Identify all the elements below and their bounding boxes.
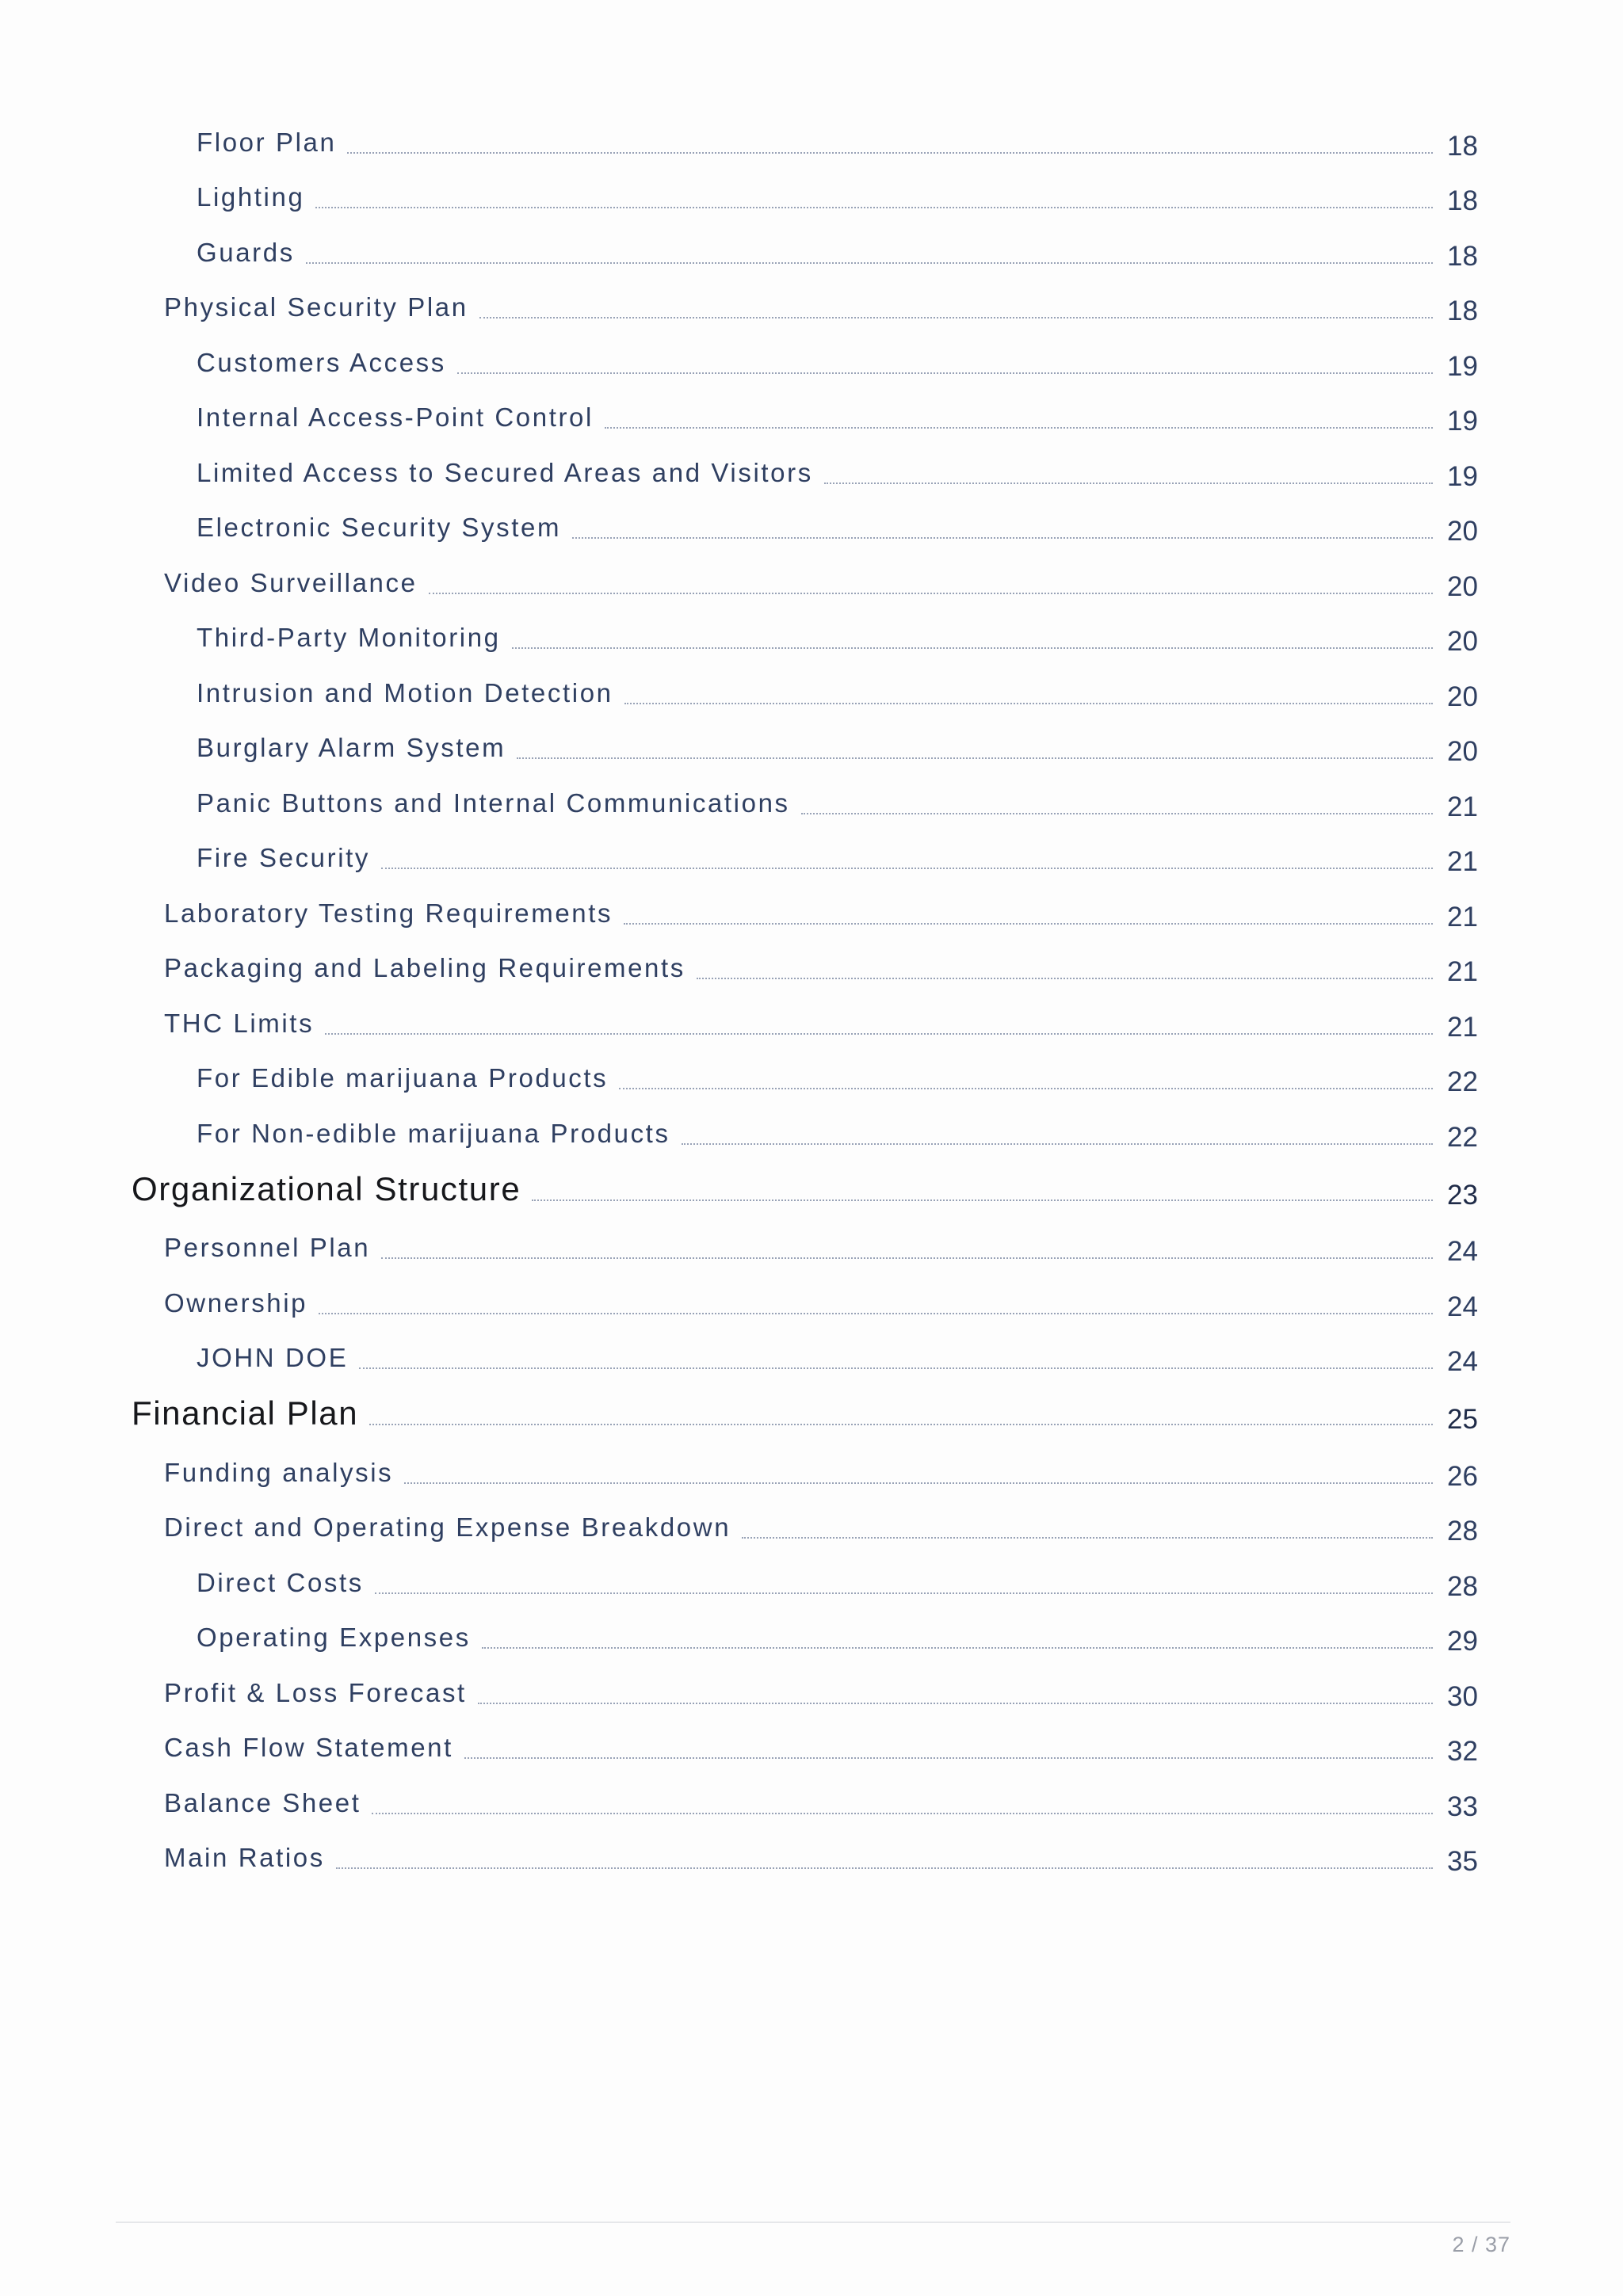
toc-entry[interactable] <box>132 227 1495 283</box>
toc-dot-leader <box>429 593 1433 594</box>
toc-page-number: 19 <box>1447 460 1478 492</box>
toc-entry-title: Laboratory Testing Requirements <box>164 898 613 928</box>
toc-entry[interactable] <box>132 1223 1495 1279</box>
toc-entry-title: Limited Access to Secured Areas and Visitors <box>197 457 813 487</box>
toc-entry-title: Panic Buttons and Internal Communications <box>197 788 790 818</box>
toc-entry-title: Main Ratios <box>164 1843 325 1872</box>
toc-dot-leader <box>404 1482 1433 1484</box>
toc-page-number: 30 <box>1447 1680 1478 1712</box>
toc-dot-leader <box>325 1033 1433 1035</box>
footer-divider <box>116 2222 1510 2223</box>
toc-page-number: 20 <box>1447 626 1478 657</box>
toc-page-number: 28 <box>1447 1570 1478 1602</box>
toc-dot-leader <box>319 1313 1433 1314</box>
toc-dot-leader <box>572 537 1433 539</box>
toc-entry-title: Funding analysis <box>164 1457 394 1487</box>
toc-entry[interactable] <box>132 888 1495 944</box>
toc-page-number: 23 <box>1447 1179 1478 1211</box>
toc-dot-leader <box>306 262 1433 264</box>
toc-entry[interactable] <box>132 1503 1495 1558</box>
toc-page-number: 18 <box>1447 185 1478 216</box>
table-of-contents <box>132 117 1495 1888</box>
toc-entry-title: Electronic Security System <box>197 513 562 542</box>
toc-dot-leader <box>336 1867 1433 1869</box>
toc-entry-title: Customers Access <box>197 347 446 377</box>
toc-page-number: 32 <box>1447 1736 1478 1767</box>
toc-entry-title: Lighting <box>197 182 305 212</box>
toc-entry-title: Personnel Plan <box>164 1233 371 1262</box>
toc-page-number: 28 <box>1447 1516 1478 1547</box>
toc-entry[interactable] <box>132 1833 1495 1889</box>
toc-page-number: 18 <box>1447 130 1478 162</box>
toc-entry[interactable] <box>132 1278 1495 1333</box>
toc-entry-title: THC Limits <box>164 1008 315 1038</box>
toc-entry-title: Burglary Alarm System <box>197 733 506 762</box>
toc-entry[interactable] <box>132 558 1495 613</box>
toc-dot-leader <box>457 372 1433 374</box>
page-counter: 2 / 37 <box>1452 2233 1510 2256</box>
toc-entry-title: Packaging and Labeling Requirements <box>164 953 685 982</box>
toc-entry-title: Video Surveillance <box>164 567 418 597</box>
toc-entry[interactable] <box>132 448 1495 503</box>
toc-entry[interactable] <box>132 283 1495 338</box>
toc-dot-leader <box>478 1703 1433 1704</box>
toc-entry[interactable] <box>132 393 1495 448</box>
toc-page-number: 21 <box>1447 791 1478 822</box>
toc-entry[interactable] <box>132 117 1495 173</box>
toc-entry-title: Ownership <box>164 1287 308 1318</box>
toc-entry[interactable] <box>132 723 1495 779</box>
toc-dot-leader <box>824 482 1433 484</box>
toc-page-number: 24 <box>1447 1236 1478 1267</box>
toc-entry[interactable] <box>132 1558 1495 1613</box>
toc-page-number: 18 <box>1447 296 1478 326</box>
toc-dot-leader <box>624 703 1433 704</box>
toc-entry-title: Internal Access-Point Control <box>197 402 594 432</box>
toc-dot-leader <box>381 868 1433 869</box>
toc-page-number: 20 <box>1447 736 1478 767</box>
toc-entry[interactable] <box>132 338 1495 393</box>
toc-dot-leader <box>479 317 1433 318</box>
toc-entry[interactable] <box>132 173 1495 228</box>
toc-page-number: 18 <box>1447 240 1478 272</box>
toc-page-number: 24 <box>1447 1346 1478 1377</box>
toc-entry-title: Intrusion and Motion Detection <box>197 677 613 707</box>
toc-page-number: 22 <box>1447 1121 1478 1153</box>
toc-page-number: 20 <box>1447 570 1478 602</box>
toc-page-number: 26 <box>1447 1460 1478 1492</box>
toc-page-number: 21 <box>1447 901 1478 933</box>
toc-dot-leader <box>369 1424 1433 1425</box>
toc-entry[interactable] <box>132 613 1495 669</box>
toc-entry-title: For Edible marijuana Products <box>197 1063 609 1093</box>
toc-entry[interactable] <box>132 503 1495 559</box>
toc-dot-leader <box>742 1537 1433 1539</box>
toc-dot-leader <box>517 757 1433 759</box>
toc-entry[interactable] <box>132 778 1495 833</box>
toc-dot-leader <box>359 1367 1433 1369</box>
toc-entry[interactable] <box>132 1108 1495 1164</box>
toc-page-number: 33 <box>1447 1791 1478 1822</box>
toc-dot-leader <box>532 1199 1433 1201</box>
toc-page-number: 22 <box>1447 1066 1478 1097</box>
toc-entry-title: Guards <box>197 237 295 267</box>
toc-entry-title: Floor Plan <box>197 127 337 157</box>
toc-entry[interactable] <box>132 1388 1495 1447</box>
toc-dot-leader <box>619 1088 1433 1089</box>
toc-entry-title: Cash Flow Statement <box>164 1733 453 1762</box>
toc-entry-title: Profit & Loss Forecast <box>164 1677 467 1707</box>
toc-entry[interactable] <box>132 668 1495 723</box>
toc-entry[interactable] <box>132 1333 1495 1389</box>
toc-entry-title: Fire Security <box>197 843 371 872</box>
toc-entry-title: Third-Party Monitoring <box>197 623 501 652</box>
toc-page-number: 21 <box>1447 846 1478 877</box>
toc-entry[interactable] <box>132 1613 1495 1669</box>
toc-entry[interactable] <box>132 1723 1495 1779</box>
toc-page-number: 25 <box>1447 1404 1478 1435</box>
toc-page-number: 21 <box>1447 1011 1478 1043</box>
toc-entry[interactable] <box>132 1668 1495 1723</box>
toc-entry-title: JOHN DOE <box>197 1343 349 1372</box>
toc-entry-title: Financial Plan <box>132 1394 359 1432</box>
toc-dot-leader <box>372 1813 1433 1814</box>
toc-page-number: 21 <box>1447 956 1478 987</box>
toc-entry-title: Balance Sheet <box>164 1787 361 1817</box>
toc-page-number: 24 <box>1447 1291 1478 1322</box>
toc-entry[interactable] <box>132 833 1495 889</box>
toc-dot-leader <box>512 647 1433 649</box>
toc-dot-leader <box>697 978 1433 979</box>
toc-page-number: 19 <box>1447 406 1478 437</box>
toc-entry-title: Physical Security Plan <box>164 292 468 322</box>
toc-page-number: 19 <box>1447 350 1478 382</box>
toc-dot-leader <box>801 813 1433 814</box>
toc-dot-leader <box>464 1757 1433 1759</box>
toc-entry[interactable] <box>132 998 1495 1054</box>
toc-page-number: 35 <box>1447 1846 1478 1877</box>
toc-entry-title: For Non-edible marijuana Products <box>197 1118 670 1148</box>
toc-dot-leader <box>605 427 1433 429</box>
toc-entry[interactable] <box>132 944 1495 999</box>
toc-page-number: 29 <box>1447 1626 1478 1657</box>
toc-entry-title: Direct and Operating Expense Breakdown <box>164 1512 731 1542</box>
toc-entry[interactable] <box>132 1054 1495 1109</box>
toc-dot-leader <box>624 923 1433 925</box>
toc-dot-leader <box>482 1647 1433 1649</box>
toc-entry[interactable] <box>132 1164 1495 1223</box>
toc-entry-title: Direct Costs <box>197 1567 364 1597</box>
toc-dot-leader <box>315 207 1433 208</box>
toc-page-number: 20 <box>1447 681 1478 712</box>
toc-entry[interactable] <box>132 1778 1495 1833</box>
toc-dot-leader <box>381 1257 1433 1259</box>
toc-dot-leader <box>375 1592 1433 1594</box>
toc-dot-leader <box>682 1143 1433 1145</box>
toc-page-number: 20 <box>1447 516 1478 547</box>
toc-entry[interactable] <box>132 1447 1495 1503</box>
toc-entry-title: Operating Expenses <box>197 1623 471 1652</box>
toc-entry-title: Organizational Structure <box>132 1169 521 1207</box>
toc-dot-leader <box>347 152 1433 154</box>
